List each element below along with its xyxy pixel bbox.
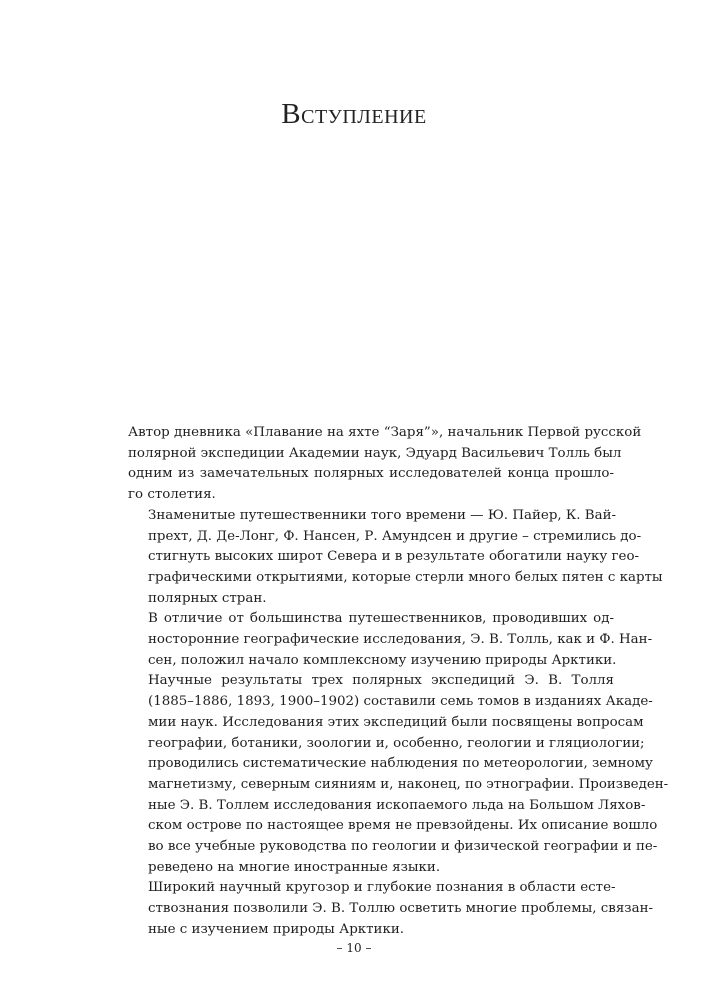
text-line: (1885–1886, 1893, 1900–1902) составили семь томов в изданиях Акаде- — [148, 694, 653, 710]
text-line: мии наук. Исследования этих экспедиций были посвящены вопросам — [148, 714, 644, 730]
paragraph — [128, 506, 663, 610]
paragraph — [128, 671, 669, 878]
text-line: ные с изучением природы Арктики. — [148, 921, 405, 937]
text-line: географии, ботаники, зоологии и, особенно, геологии и гляциологии; — [148, 735, 645, 751]
paragraph — [128, 878, 654, 940]
text-line: Знаменитые путешественники того времени — Ю. Пайер, К. Вай- — [148, 507, 617, 523]
text-line: сен, положил начало комплексному изучению природы Арктики. — [148, 652, 617, 668]
text-line: стигнуть высоких широт Севера и в результате обогатили науку гео- — [148, 549, 640, 565]
text-line: во все учебные руководства по геологии и физической географии и пе- — [148, 839, 658, 855]
text-line: графическими открытиями, которые стерли много белых пятен с карты — [148, 569, 663, 585]
text-line: полярных стран. — [148, 590, 267, 606]
page-number: – 10 – — [336, 941, 372, 955]
text-line: проводились систематические наблюдения по метеорологии, земному — [148, 756, 653, 772]
text-line: одним из замечательных полярных исследователей конца прошло- — [128, 466, 614, 482]
paragraph — [128, 423, 642, 506]
text-line: Автор дневника «Плавание на яхте “Заря”», начальник Первой русской — [128, 425, 642, 440]
text-line: ском острове по настоящее время не превзойдены. Их описание вошло — [148, 818, 658, 834]
chapter-title: Вступление — [281, 98, 427, 130]
paragraph — [128, 609, 653, 671]
text-line: полярной экспедиции Академии наук, Эдуард Васильевич Толль был — [128, 445, 622, 461]
text-line: ные Э. В. Толлем исследования ископаемого льда на Большом Ляхов- — [148, 797, 646, 813]
text-line: магнетизму, северным сияниям и, наконец, по этнографии. Произведен- — [148, 776, 669, 792]
text-line: реведено на многие иностранные языки. — [148, 859, 441, 875]
text-line: Широкий научный кругозор и глубокие познания в области есте- — [148, 880, 616, 896]
text-line: Научные результаты трех полярных экспедиций Э. В. Толля — [148, 673, 614, 689]
body-text — [128, 423, 669, 941]
text-line: прехт, Д. Де-Лонг, Ф. Нансен, Р. Амундсен и другие – стремились до- — [148, 528, 642, 544]
text-line: В отличие от большинства путешественников, проводивших од- — [148, 611, 614, 627]
text-line: го столетия. — [128, 487, 216, 503]
text-line: ствознания позволили Э. В. Толлю осветить многие проблемы, связан- — [148, 901, 654, 917]
text-line: носторонние географические исследования, Э. В. Толль, как и Ф. Нан- — [148, 632, 653, 648]
